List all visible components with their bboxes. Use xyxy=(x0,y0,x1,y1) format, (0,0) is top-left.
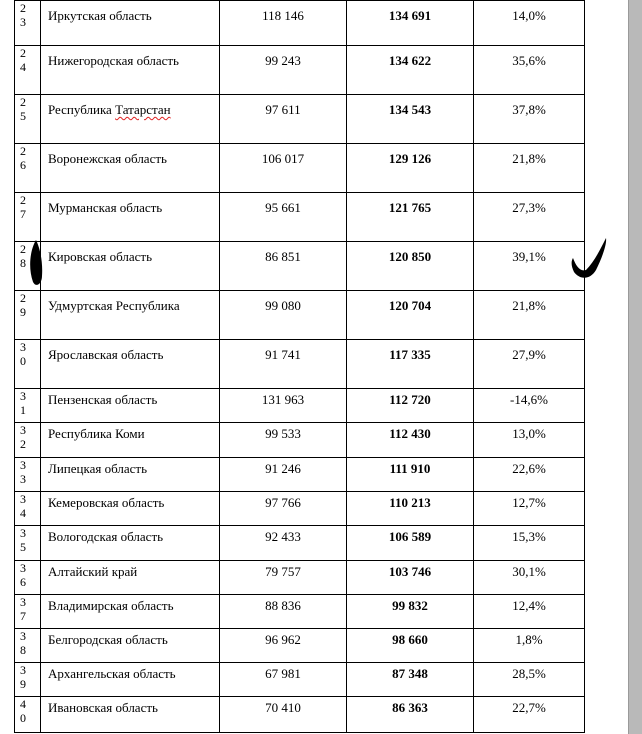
row-number-digit: 0 xyxy=(20,711,26,725)
row-number-digit: 7 xyxy=(20,207,26,221)
row-number-digit: 3 xyxy=(20,526,26,540)
row-number-digit: 2 xyxy=(20,95,26,109)
change-percent: 13,0% xyxy=(512,426,546,441)
region-name: Ярославская область xyxy=(48,347,164,362)
row-number-digit: 2 xyxy=(20,193,26,207)
table-row-border xyxy=(14,45,585,46)
row-number-digit: 3 xyxy=(20,340,26,354)
current-value: 134 691 xyxy=(388,8,432,23)
region-name: Владимирская область xyxy=(48,598,174,613)
row-number-digit: 4 xyxy=(20,60,26,74)
region-name: Липецкая область xyxy=(48,461,148,476)
scrollbar-track[interactable] xyxy=(628,0,642,734)
region-name: Удмуртская Республика xyxy=(48,298,180,313)
row-number xyxy=(16,663,40,691)
current-value: 120 704 xyxy=(388,298,432,313)
table-row-border xyxy=(14,241,585,242)
row-number-digit: 9 xyxy=(20,305,26,319)
row-number-digit: 6 xyxy=(20,575,26,589)
previous-value: 131 963 xyxy=(261,392,305,407)
row-number-digit: 3 xyxy=(20,561,26,575)
row-number xyxy=(16,595,40,623)
current-value: 120 850 xyxy=(388,249,432,264)
row-number-digit: 2 xyxy=(20,46,26,60)
row-number xyxy=(16,144,40,172)
previous-value: 88 836 xyxy=(265,598,301,613)
row-number-digit: 0 xyxy=(20,354,26,368)
previous-value: 99 533 xyxy=(265,426,301,441)
row-number xyxy=(16,291,40,319)
region-name xyxy=(48,102,171,118)
previous-value: 91 246 xyxy=(265,461,301,476)
row-number xyxy=(16,95,40,123)
previous-value: 67 981 xyxy=(265,666,301,681)
row-number xyxy=(16,561,40,589)
table-row-border xyxy=(14,628,585,629)
change-percent: 22,6% xyxy=(512,461,546,476)
previous-value: 92 433 xyxy=(265,529,301,544)
region-name: Архангельская область xyxy=(48,666,176,681)
row-number xyxy=(16,492,40,520)
previous-value: 97 611 xyxy=(265,102,301,117)
change-percent: -14,6% xyxy=(510,392,548,407)
row-number-digit: 2 xyxy=(20,291,26,305)
row-number-digit: 2 xyxy=(20,1,26,15)
row-number-digit: 4 xyxy=(20,697,26,711)
row-number-digit: 5 xyxy=(20,109,26,123)
previous-value: 86 851 xyxy=(265,249,301,264)
table-column-border xyxy=(584,0,585,732)
row-number-digit: 8 xyxy=(20,256,26,270)
region-name: Воронежская область xyxy=(48,151,167,166)
table-column-border xyxy=(40,0,41,732)
row-number-digit: 1 xyxy=(20,403,26,417)
spellcheck-flagged-word[interactable]: Татарстан xyxy=(115,102,171,117)
row-number xyxy=(16,458,40,486)
region-name: Иркутская область xyxy=(48,8,152,23)
current-value: 106 589 xyxy=(388,529,432,544)
change-percent: 21,8% xyxy=(512,298,546,313)
table-row-border xyxy=(14,422,585,423)
row-number-digit: 9 xyxy=(20,677,26,691)
change-percent: 22,7% xyxy=(512,700,546,715)
row-number-digit: 3 xyxy=(20,389,26,403)
current-value: 112 720 xyxy=(389,392,431,407)
row-number xyxy=(16,1,40,29)
row-number-digit: 2 xyxy=(20,144,26,158)
row-number-digit: 3 xyxy=(20,663,26,677)
row-number xyxy=(16,629,40,657)
table-row-border xyxy=(14,94,585,95)
table-row-border xyxy=(14,491,585,492)
row-number-digit: 3 xyxy=(20,423,26,437)
current-value: 134 543 xyxy=(388,102,432,117)
current-value: 103 746 xyxy=(388,564,432,579)
row-number-digit: 8 xyxy=(20,643,26,657)
table-row-border xyxy=(14,290,585,291)
previous-value: 99 080 xyxy=(265,298,301,313)
previous-value: 91 741 xyxy=(265,347,301,362)
current-value: 134 622 xyxy=(388,53,432,68)
row-number-digit: 3 xyxy=(20,472,26,486)
change-percent: 15,3% xyxy=(512,529,546,544)
region-name: Кемеровская область xyxy=(48,495,165,510)
previous-value: 95 661 xyxy=(265,200,301,215)
previous-value: 99 243 xyxy=(265,53,301,68)
row-number-digit: 2 xyxy=(20,242,26,256)
table-column-border xyxy=(14,0,15,732)
table-row-border xyxy=(14,143,585,144)
region-name: Ивановская область xyxy=(48,700,158,715)
row-number xyxy=(16,242,40,270)
region-name: Мурманская область xyxy=(48,200,163,215)
change-percent: 21,8% xyxy=(512,151,546,166)
change-percent: 12,7% xyxy=(512,495,546,510)
previous-value: 118 146 xyxy=(262,8,304,23)
row-number-digit: 4 xyxy=(20,506,26,520)
region-name: Белгородская область xyxy=(48,632,168,647)
row-number xyxy=(16,423,40,451)
row-number-digit: 3 xyxy=(20,629,26,643)
row-number xyxy=(16,193,40,221)
table-row-border xyxy=(14,388,585,389)
table-row-border xyxy=(14,594,585,595)
table-row-border xyxy=(14,192,585,193)
previous-value: 97 766 xyxy=(265,495,301,510)
row-number xyxy=(16,46,40,74)
row-number-digit: 3 xyxy=(20,492,26,506)
table-row-border xyxy=(14,560,585,561)
row-number xyxy=(16,697,40,725)
row-number-digit: 7 xyxy=(20,609,26,623)
region-name: Алтайский край xyxy=(48,564,138,579)
change-percent: 35,6% xyxy=(512,53,546,68)
change-percent: 1,8% xyxy=(515,632,543,647)
change-percent: 27,9% xyxy=(512,347,546,362)
previous-value: 106 017 xyxy=(261,151,305,166)
row-number-digit: 5 xyxy=(20,540,26,554)
region-name-text: Республика xyxy=(48,102,116,117)
row-number-digit: 2 xyxy=(20,437,26,451)
row-number xyxy=(16,340,40,368)
change-percent: 12,4% xyxy=(512,598,546,613)
current-value: 129 126 xyxy=(388,151,432,166)
table-row-border xyxy=(14,339,585,340)
table-row-border xyxy=(14,696,585,697)
table-row-border xyxy=(14,732,585,733)
current-value: 121 765 xyxy=(388,200,432,215)
row-number-digit: 3 xyxy=(20,595,26,609)
change-percent: 14,0% xyxy=(512,8,546,23)
row-number-digit: 3 xyxy=(20,15,26,29)
current-value: 112 430 xyxy=(389,426,431,441)
row-number xyxy=(16,526,40,554)
region-name: Нижегородская область xyxy=(48,53,179,68)
region-name: Кировская область xyxy=(48,249,153,264)
change-percent: 27,3% xyxy=(512,200,546,215)
current-value: 117 335 xyxy=(389,347,431,362)
region-name: Вологодская область xyxy=(48,529,164,544)
region-name: Пензенская область xyxy=(48,392,158,407)
change-percent: 28,5% xyxy=(512,666,546,681)
previous-value: 79 757 xyxy=(265,564,301,579)
change-percent: 37,8% xyxy=(512,102,546,117)
current-value: 110 213 xyxy=(389,495,431,510)
current-value: 111 910 xyxy=(389,461,431,476)
current-value: 99 832 xyxy=(392,598,428,613)
table-row-border xyxy=(14,662,585,663)
current-value: 98 660 xyxy=(392,632,428,647)
region-name: Республика Коми xyxy=(48,426,145,441)
previous-value: 96 962 xyxy=(265,632,301,647)
change-percent: 39,1% xyxy=(512,249,546,264)
current-value: 86 363 xyxy=(392,700,428,715)
previous-value: 70 410 xyxy=(265,700,301,715)
change-percent: 30,1% xyxy=(512,564,546,579)
row-number-digit: 6 xyxy=(20,158,26,172)
table-row-border xyxy=(14,525,585,526)
row-number xyxy=(16,389,40,417)
row-number-digit: 3 xyxy=(20,458,26,472)
table-row-border xyxy=(14,457,585,458)
current-value: 87 348 xyxy=(392,666,428,681)
table-row-border xyxy=(14,0,585,1)
